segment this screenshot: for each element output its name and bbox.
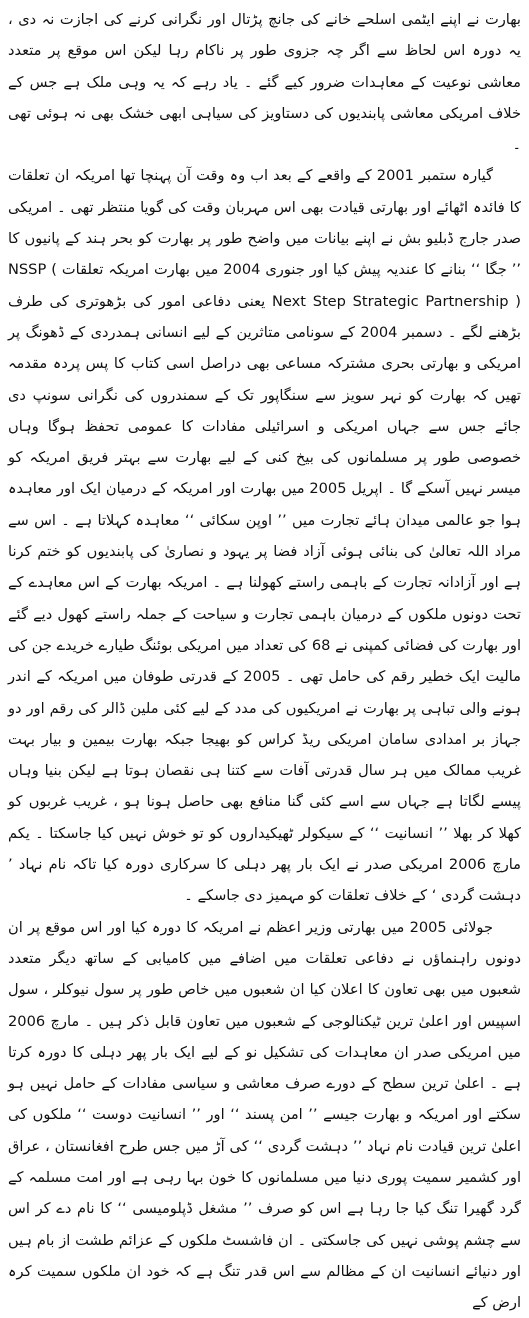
article-paragraph-3: جولائی 2005 میں بھارتی وزیر اعظم نے امریکہ کا دورہ کیا اور اس موقع پر ان دونوں راہنماؤں نے دفاعی تعلقات میں اضافے میں کامیابی کے ساتھ دیگر متعدد شعبوں میں بھی تعاون کا اعلان کیا ان شعبوں میں خاص طور پر سول نیوکلر ، سول اسپیس اور اعلیٰ ترین ٹیکنالوجی کے شعبوں میں تعاون قابل ذکر ہیں ۔ مارچ 2006 میں امریکی صدر ان معاہدات کی تشکیل نو کے لیے ایک بار پھر دہلی کا دورہ کرتا ہے ۔ اعلیٰ ترین سطح کے دورے صرف معاشی و سیاسی مفادات کے حامل نہیں ہو سکتے اور امریکہ و بھارت جیسے ’’ امن پسند ‘‘ اور ’’ انسانیت دوست ‘‘ ملکوں کی اعلیٰ ترین قیادت نام نہاد ’’ دہشت گردی ‘‘ کی آڑ میں جس طرح افغانستان ، عراق اور کشمیر سمیت پوری دنیا میں مسلمانوں کا خون بہا رہی ہے اور امت مسلمہ کے گرد گھیرا تنگ کیا جا رہا ہے اس کو صرف ’’ مشغل ڈپلومیسی ‘‘ کا نام دے کر اس سے چشم پوشی نہیں کی جاسکتی ۔ ان فاشسٹ ملکوں کے عزائم طشت از بام ہیں اور دنیائے انسانیت ان کے مظالم سے اس قدر تنگ ہے کہ خود ان ملکوں سمیت کرہ ارض کے xyxy=(8,918,521,1312)
article-paragraph-2: گیارہ ستمبر 2001 کے واقعے کے بعد اب وہ وقت آن پہنچا تھا امریکہ ان تعلقات کا فائدہ اٹھائے اور بھارتی قیادت بھی اس مہربان وقت کی گویا منتظر تھی ۔ امریکی صدر جارج ڈبلیو بش نے اپنے بیانات میں واضح طور پر بھارت کو بحر ہند کے پانیوں کا ’’ جگا ‘‘ بنانے کا عندیہ پیش کیا اور جنوری 2004 میں بھارت امریکہ تعلقات NSSP ( Next Step Strategic Partnership ) یعنی دفاعی امور کی بڑھوتری کی طرف بڑھنے لگے ۔ دسمبر 2004 کے سونامی متاثرین کے لیے انسانی ہمدردی کے ڈھونگ پر امریکی و بھارتی بحری مشترکہ مساعی بھی دراصل اسی کتاب کا پس پردہ مقدمہ تھیں کہ بھارت کو نہر سویز سے سنگاپور تک کے سمندروں کی نگرانی سونپ دی جائے جس سے جہاں امریکی و اسرائیلی مفادات کا عمومی تحفظ ہوگا وہاں خصوصی طور پر مسلمانوں کی بیخ کنی کے لیے بھارت سے بہتر فریق امریکہ کو میسر نہیں آسکے گا ۔ اپریل 2005 میں بھارت اور امریکہ کے درمیان ایک اور معاہدہ ہوا جو عالمی میدان ہائے تجارت میں ’’ اوپن سکائی ‘‘ معاہدہ کہلاتا ہے ۔ اس سے مراد اللہ تعالیٰ کی بنائی ہوئی آزاد فضا پر یہود و نصاریٰ کی پابندیوں کو ختم کرنا ہے اور آزادانہ تجارت کے باہمی راستے کھولنا ہے ۔ امریکہ بھارت کے اس معاہدے کے تحت دونوں ملکوں کے درمیان باہمی تجارت و سیاحت کے جملہ راستے کھول دیے گئے اور بھارت کی فضائی کمپنی نے 68 کی تعداد میں امریکی بوئنگ طیارے خریدے جن کی مالیت ایک خطیر رقم کی حامل تھی ۔ 2005 کے قدرتی طوفان میں امریکہ کے اندر ہونے والی تباہی پر بھارت نے امریکیوں کی مدد کے لیے کئی ملین ڈالر کی رقم اور دو جہاز بر امدادی سامان امریکی ریڈ کراس کو بھیجا جبکہ بھارت بیمین و بیار بہت غریب ممالک میں ہر سال قدرتی آفات سے کتنا ہی نقصان ہوتا ہے لیکن بنیا وہاں پیسے لگاتا ہے جہاں سے اسے کئی گنا منافع بھی حاصل ہونا ہو ، غریب غربوں کو کھلا کر بھلا ’’ انسانیت ‘‘ کے سیکولر ٹھیکیداروں کو تو خوش نہیں کیا جاسکتا ۔ یکم مارچ 2006 امریکی صدر نے ایک بار پھر دہلی کا سرکاری دورہ کیا تاکہ نام نہاد ’ دہشت گردی ‘ کے خلاف تعلقات کو مہمیز دی جاسکے ۔ xyxy=(8,167,522,905)
article-paragraph-1: بھارت نے اپنے ایٹمی اسلحے خانے کی جانچ پڑتال اور نگرانی کرنے کی اجازت نہ دی ، یہ دورہ اس لحاظ سے اگر چہ جزوی طور پر ناکام رہا لیکن اس موقع پر متعدد معاشی نوعیت کے معاہدات ضرور کیے گئے ۔ یاد رہے کہ یہ وہی ملک ہے جس کے خلاف امریکی معاشی پابندیوں کی دستاویز کی سیاہی ابھی خشک بھی نہ ہوئی تھی ۔ xyxy=(8,11,521,154)
